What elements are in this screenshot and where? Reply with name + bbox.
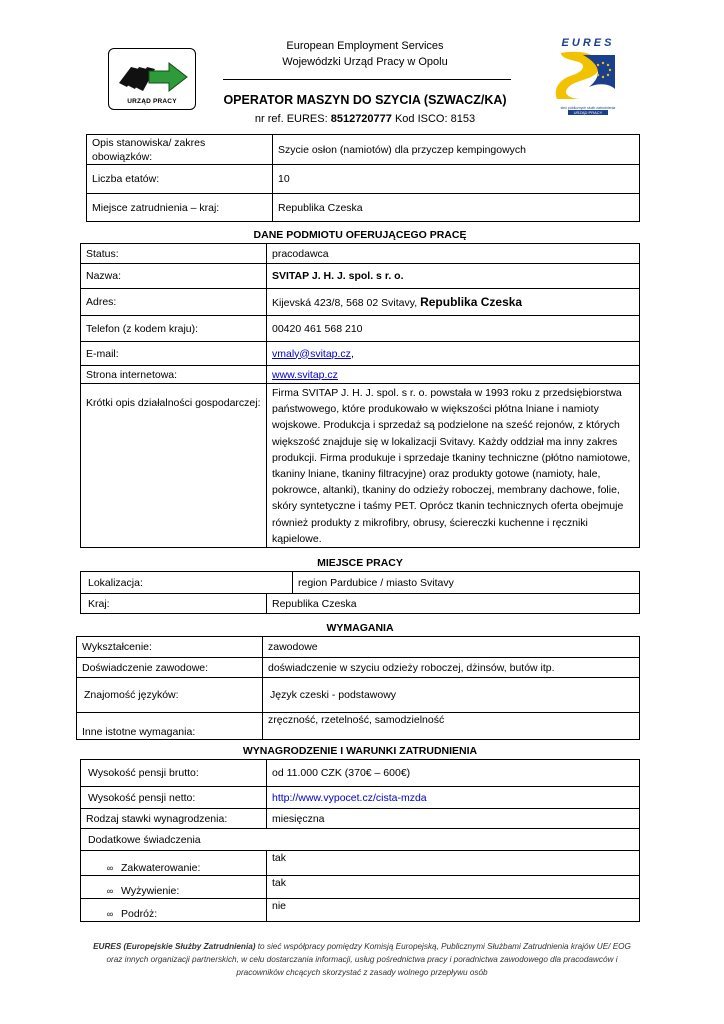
table-row [77, 637, 640, 658]
table-row [81, 384, 640, 548]
location-label: Lokalizacja: [81, 572, 293, 594]
header-divider [223, 79, 511, 80]
table-row [87, 165, 640, 194]
salary-table [80, 759, 640, 922]
gross-salary-value: od 11.000 CZK (370€ – 600€) [267, 760, 640, 787]
table-row [81, 787, 640, 809]
footer-rest: to sieć współpracy pomiędzy Komisją Europejską, Publicznymi Służbami Zatrudnienia krajów UE/ EOG [255, 942, 631, 951]
footer-line-2: oraz innych organizacji partnerskich, w celu dostarczania informacji, usług pośrednictwa pracy i poradnictwa zawodowego dla pracodawców i [106, 955, 618, 964]
accommodation-text: Zakwaterowanie: [121, 862, 201, 874]
business-description-label: Krótki opis działalności gospodarczej: [81, 384, 267, 548]
bullet-icon: ∞ [106, 886, 114, 896]
languages-value: Język czeski - podstawowy [263, 678, 640, 713]
ref-suffix: Kod ISCO: 8153 [391, 113, 476, 125]
table-row [87, 135, 640, 165]
table-row [81, 264, 640, 289]
address-street: Kijevská 423/8, 568 02 Svitavy, [272, 296, 421, 309]
education-label: Wykształcenie: [77, 637, 263, 658]
table-row [81, 342, 640, 366]
website-label: Strona internetowa: [81, 366, 267, 384]
table-row [77, 678, 640, 713]
table-row [81, 316, 640, 342]
accommodation-label [81, 851, 267, 876]
travel-value: nie [267, 899, 640, 922]
net-salary-link[interactable]: http://www.vypocet.cz/cista-mzda [272, 791, 427, 804]
country-value: Republika Czeska [267, 594, 640, 614]
table-row [81, 572, 640, 594]
table-row [81, 809, 640, 829]
footer-line-1 [70, 940, 654, 953]
ref-number: 8512720777 [330, 113, 392, 125]
table-row [77, 658, 640, 678]
net-salary-label: Wysokość pensji netto: [81, 787, 267, 809]
accommodation-value: tak [267, 851, 640, 876]
education-value: zawodowe [263, 637, 640, 658]
travel-text: Podróż: [121, 908, 158, 920]
work-country-label: Miejsce zatrudnienia – kraj: [87, 194, 273, 222]
other-requirements-label: Inne istotne wymagania: [77, 713, 263, 740]
work-country-value: Republika Czeska [273, 194, 640, 222]
table-row [81, 244, 640, 264]
logo-arrow-icon [109, 53, 195, 101]
website-value [267, 366, 640, 384]
business-description-value: Firma SVITAP J. H. J. spol. s r. o. powstała w 1993 roku z przedsiębiorstwa państwowego, które produkowało w większości płótna lniane i namioty wojskowe. Produkcja i sprzedaż są podzielone na sześć rejonów, z których większość znajduje się w lokalizacji Svitavy. Każdy oddział ma inny zakres produkcji. Firma produkuje i sprzedaje tkaniny techniczne (płótno namiotowe, tkaniny lniane, tkaniny filtracyjne) oraz produkty gotowe (namioty, hale, pokrowce, altanki), tkaniny do odzieży roboczej, membrany dachowe, folie, skóry syntetyczne i taśmy PET. Oprócz tkanin technicznych oferta obejmuje również produkty z mikrofibry, obrusy, ściereczki kuchenne i ręczniki kąpielowe. [267, 384, 640, 548]
location-value: region Pardubice / miasto Svitavy [293, 572, 640, 594]
org-line-2: Wojewódzki Urząd Pracy w Opolu [282, 56, 448, 68]
footer-line-3: pracowników chcących skorzystać z zasady wolnego przepływu osób [236, 968, 488, 977]
address-country: Republika Czeska [420, 294, 523, 309]
rate-type-value: miesięczna [267, 809, 640, 829]
workplace-table [80, 571, 640, 614]
net-salary-value [267, 787, 640, 809]
bullet-icon: ∞ [106, 909, 114, 919]
table-row [81, 899, 640, 922]
bullet-icon: ∞ [106, 863, 114, 873]
status-label: Status: [81, 244, 267, 264]
employer-section-heading: DANE PODMIOTU OFERUJĄCEGO PRACĘ [253, 229, 467, 241]
website-link[interactable]: www.svitap.cz [272, 368, 338, 381]
email-link[interactable]: vmaly@svitap.cz [272, 347, 351, 360]
table-row [81, 366, 640, 384]
table-row [81, 594, 640, 614]
meals-text: Wyżywienie: [121, 885, 180, 897]
organization-name [200, 38, 530, 70]
table-row [81, 851, 640, 876]
phone-value: 00420 461 568 210 [267, 316, 640, 342]
job-description-value: Szycie osłon (namiotów) dla przyczep kempingowych [273, 135, 640, 165]
logo-caption: URZĄD PRACY [127, 98, 177, 105]
table-row [81, 760, 640, 787]
table-row [81, 876, 640, 899]
company-name-value: SVITAP J. H. J. spol. s r. o. [267, 264, 640, 289]
eures-logo-text: EURES [561, 37, 615, 49]
status-value: pracodawca [267, 244, 640, 264]
footer-bold: EURES (Europejskie Służby Zatrudnienia) [93, 942, 256, 951]
salary-section-heading: WYNAGRODZENIE I WARUNKI ZATRUDNIENIA [242, 745, 478, 757]
meals-label [81, 876, 267, 899]
positions-count-label: Liczba etatów: [87, 165, 273, 194]
table-row [81, 829, 640, 851]
company-name-label: Nazwa: [81, 264, 267, 289]
eures-logo [553, 37, 623, 119]
experience-label: Doświadczenie zawodowe: [77, 658, 263, 678]
travel-label [81, 899, 267, 922]
workplace-section-heading: MIEJSCE PRACY [317, 557, 403, 569]
urzad-pracy-logo [108, 48, 196, 110]
employer-table [80, 243, 640, 548]
address-value [267, 289, 640, 316]
country-label: Kraj: [81, 594, 267, 614]
table-row [81, 289, 640, 316]
meals-value: tak [267, 876, 640, 899]
gross-salary-label: Wysokość pensji brutto: [81, 760, 267, 787]
email-label: E-mail: [81, 342, 267, 366]
rate-type-label: Rodzaj stawki wynagrodzenia: [81, 809, 267, 829]
eures-emblem-icon [553, 49, 623, 101]
table-row [87, 194, 640, 222]
positions-count-value: 10 [273, 165, 640, 194]
experience-value: doświadczenie w szyciu odzieży roboczej, dżinsów, butów itp. [263, 658, 640, 678]
address-label: Adres: [81, 289, 267, 316]
table-row [77, 713, 640, 740]
reference-line [200, 113, 530, 125]
ref-prefix: nr ref. EURES: [254, 113, 331, 125]
phone-label: Telefon (z kodem kraju): [81, 316, 267, 342]
requirements-table [76, 636, 640, 740]
job-table [86, 134, 640, 222]
languages-label: Znajomość języków: [77, 678, 263, 713]
eures-small-text-2: URZĄD PRACY [568, 110, 608, 115]
eures-small-text: sieć publicznych służb zatrudnienia [560, 106, 616, 110]
email-suffix: , [350, 347, 354, 360]
job-description-label: Opis stanowiska/ zakres obowiązków: [87, 135, 273, 165]
requirements-section-heading: WYMAGANIA [326, 622, 394, 634]
org-line-1: European Employment Services [286, 40, 444, 52]
footer-note [70, 940, 654, 979]
benefits-label: Dodatkowe świadczenia [81, 829, 640, 851]
email-value [267, 342, 640, 366]
other-requirements-value: zręczność, rzetelność, samodzielność [263, 713, 640, 740]
job-title: OPERATOR MASZYN DO SZYCIA (SZWACZ/KA) [223, 93, 507, 107]
